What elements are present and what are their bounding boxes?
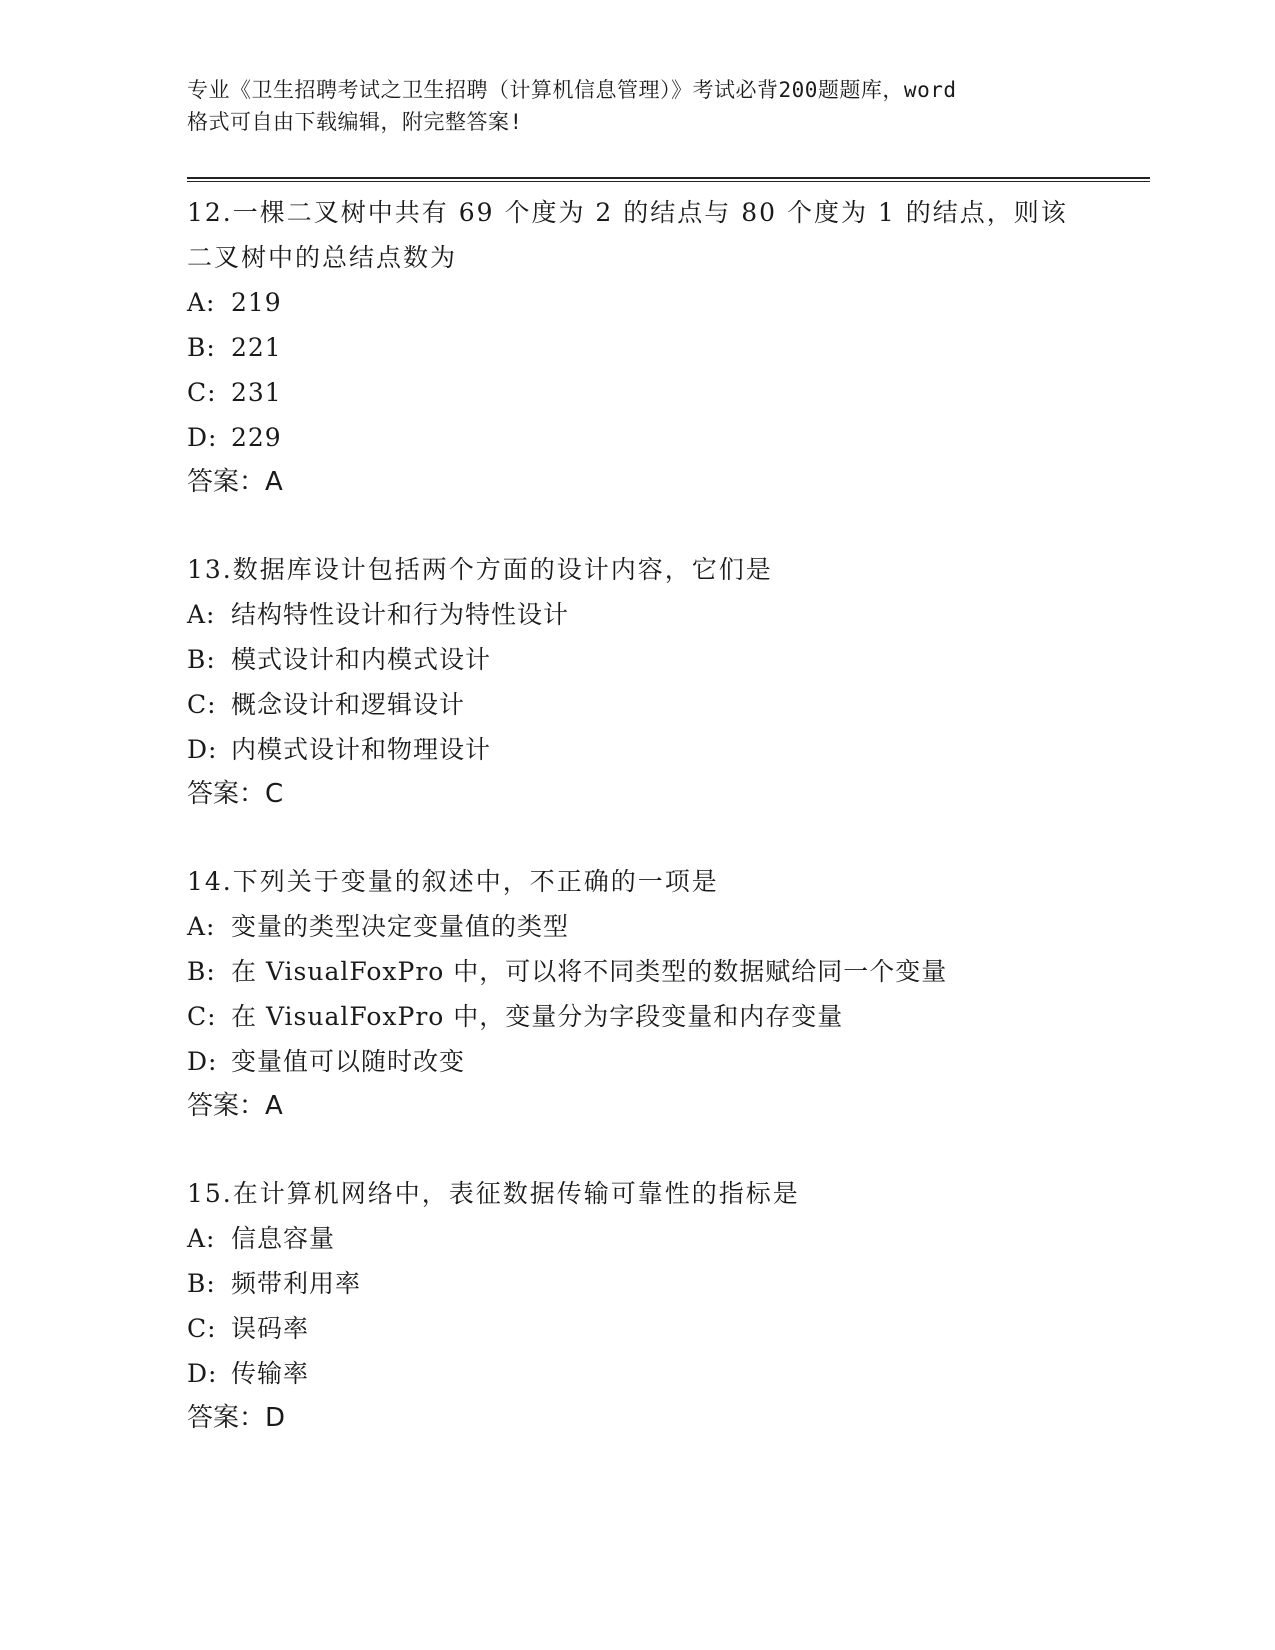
option-text: 在 VisualFoxPro 中，变量分为字段变量和内存变量 (231, 1002, 844, 1031)
question-stem-continued: 二叉树中的总结点数为 (187, 243, 458, 272)
option-c (187, 994, 1087, 1039)
option-a (187, 1216, 1087, 1261)
header-line-1: 专业《卫生招聘考试之卫生招聘（计算机信息管理）》考试必背200题题库，word (187, 78, 957, 102)
option-text: 在 VisualFoxPro 中，可以将不同类型的数据赋给同一个变量 (231, 957, 948, 986)
option-text: 变量值可以随时改变 (231, 1047, 466, 1076)
answer: 答案：A (187, 467, 283, 497)
question-15 (187, 1171, 1087, 1441)
option-a (187, 280, 1087, 325)
option-key: D: (187, 1047, 218, 1076)
question-stem: 13.数据库设计包括两个方面的设计内容，它们是 (187, 555, 773, 584)
question-stem: 14.下列关于变量的叙述中，不正确的一项是 (187, 867, 719, 896)
option-c (187, 1306, 1087, 1351)
option-text: 内模式设计和物理设计 (231, 735, 492, 764)
question-14 (187, 859, 1087, 1129)
option-key: B: (187, 957, 216, 986)
option-text: 221 (231, 333, 282, 362)
question-12 (187, 190, 1087, 505)
document-header (187, 74, 1087, 138)
option-text: 229 (231, 423, 282, 452)
option-key: A: (187, 912, 216, 941)
option-text: 231 (231, 378, 282, 407)
option-text: 变量的类型决定变量值的类型 (231, 912, 570, 941)
option-b (187, 949, 1087, 994)
answer: 答案：D (187, 1403, 286, 1433)
option-d (187, 1351, 1087, 1396)
option-text: 模式设计和内模式设计 (231, 645, 492, 674)
option-key: D: (187, 423, 218, 452)
option-text: 误码率 (231, 1314, 310, 1343)
option-a (187, 592, 1087, 637)
option-text: 信息容量 (231, 1224, 336, 1253)
option-a (187, 904, 1087, 949)
option-text: 219 (231, 288, 282, 317)
option-c (187, 370, 1087, 415)
option-key: C: (187, 1314, 217, 1343)
question-13 (187, 547, 1087, 817)
option-key: C: (187, 378, 217, 407)
header-line-2: 格式可自由下载编辑，附完整答案! (187, 110, 523, 134)
question-list (187, 190, 1087, 1483)
option-key: A: (187, 1224, 216, 1253)
option-d (187, 415, 1087, 460)
option-c (187, 682, 1087, 727)
option-key: D: (187, 735, 218, 764)
option-key: C: (187, 690, 217, 719)
option-key: B: (187, 333, 216, 362)
option-b (187, 637, 1087, 682)
option-d (187, 1039, 1087, 1084)
option-key: B: (187, 1269, 216, 1298)
question-stem: 12.一棵二叉树中共有 69 个度为 2 的结点与 80 个度为 1 的结点，则该 (187, 198, 1068, 227)
option-b (187, 325, 1087, 370)
option-b (187, 1261, 1087, 1306)
header-divider (187, 177, 1150, 182)
question-stem: 15.在计算机网络中，表征数据传输可靠性的指标是 (187, 1179, 800, 1208)
option-text: 频带利用率 (231, 1269, 362, 1298)
option-text: 结构特性设计和行为特性设计 (231, 600, 570, 629)
option-key: A: (187, 288, 216, 317)
option-key: B: (187, 645, 216, 674)
option-key: A: (187, 600, 216, 629)
answer: 答案：A (187, 1091, 283, 1121)
option-key: D: (187, 1359, 218, 1388)
option-text: 概念设计和逻辑设计 (231, 690, 466, 719)
option-key: C: (187, 1002, 217, 1031)
option-d (187, 727, 1087, 772)
option-text: 传输率 (231, 1359, 310, 1388)
answer: 答案：C (187, 779, 284, 809)
